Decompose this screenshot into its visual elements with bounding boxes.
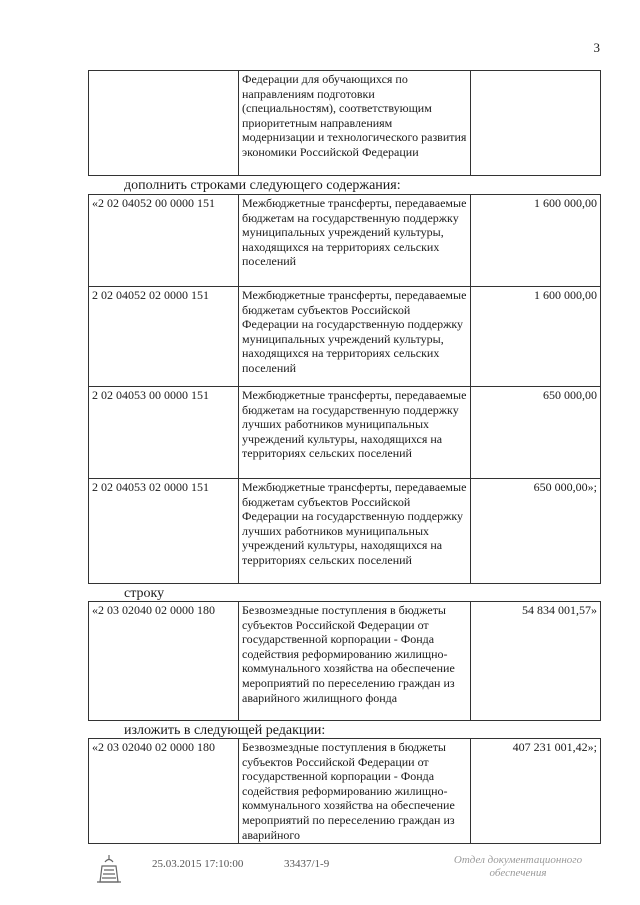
amount-cell: 650 000,00 — [471, 387, 601, 479]
table-row — [89, 602, 601, 721]
stamp-line-2: обеспечения — [489, 867, 547, 879]
table-row — [89, 287, 601, 387]
table-row — [89, 71, 601, 176]
code-cell: 2 02 04053 00 0000 151 — [89, 387, 239, 479]
instruction-row: строку — [124, 586, 165, 601]
stamp-line-1: Отдел документационного — [453, 854, 583, 866]
top-table-block — [88, 70, 600, 176]
page-number: 3 — [593, 40, 600, 55]
footer-timestamp: 25.03.2015 17:10:00 — [152, 858, 244, 870]
amount-cell: 54 834 001,57» — [471, 602, 601, 721]
old-row-table — [88, 601, 601, 721]
amount-cell — [471, 71, 601, 176]
description-cell: Федерации для обучающихся по направлениям подготовки (специальностям), соответствующим приоритетным направлениям модернизации и технологического развития экономики Российской Федерации — [239, 71, 471, 176]
description-cell: Безвозмездные поступления в бюджеты субъектов Российской Федерации от государственной корпорации - Фонда содействия реформированию жилищно-коммунального хозяйства на обеспечение мероприятий по переселению граждан из аварийного жилищного фонда — [239, 602, 471, 721]
department-stamp — [448, 854, 588, 880]
table-row — [89, 739, 601, 844]
amount-cell: 1 600 000,00 — [471, 287, 601, 387]
table-row — [89, 195, 601, 287]
new-row-table — [88, 738, 601, 844]
description-cell: Межбюджетные трансферты, передаваемые бюджетам на государственную поддержку муниципальных учреждений культуры, находящихся на территориях сельских поселений — [239, 195, 471, 287]
table-row — [89, 479, 601, 584]
instruction-replace: изложить в следующей редакции: — [124, 723, 326, 738]
amount-cell: 407 231 001,42»; — [471, 739, 601, 844]
code-cell — [89, 71, 239, 176]
emblem-icon — [92, 852, 126, 886]
table-row — [89, 387, 601, 479]
continued-table — [88, 70, 601, 176]
code-cell: «2 02 04052 00 0000 151 — [89, 195, 239, 287]
amount-cell: 650 000,00»; — [471, 479, 601, 584]
instruction-add-rows: дополнить строками следующего содержания: — [124, 178, 401, 193]
code-cell: «2 03 02040 02 0000 180 — [89, 602, 239, 721]
code-cell: «2 03 02040 02 0000 180 — [89, 739, 239, 844]
added-rows-table — [88, 194, 601, 584]
new-row-block — [88, 738, 600, 844]
description-cell: Межбюджетные трансферты, передаваемые бюджетам субъектов Российской Федерации на государственную поддержку лучших работников муниципальных учреждений культуры, находящихся на территориях сельских поселений — [239, 479, 471, 584]
footer-doc-id: 33437/1-9 — [284, 858, 330, 870]
description-cell: Межбюджетные трансферты, передаваемые бюджетам на государственную поддержку лучших работников муниципальных учреждений культуры, находящихся на территориях сельских поселений — [239, 387, 471, 479]
code-cell: 2 02 04053 02 0000 151 — [89, 479, 239, 584]
description-cell: Безвозмездные поступления в бюджеты субъектов Российской Федерации от государственной корпорации - Фонда содействия реформированию жилищно-коммунального хозяйства на обеспечение мероприятий по переселению граждан из аварийного — [239, 739, 471, 844]
code-cell: 2 02 04052 02 0000 151 — [89, 287, 239, 387]
description-cell: Межбюджетные трансферты, передаваемые бюджетам субъектов Российской Федерации на государственную поддержку муниципальных учреждений культуры, находящихся на территориях сельских поселений — [239, 287, 471, 387]
old-row-block — [88, 601, 600, 721]
amount-cell: 1 600 000,00 — [471, 195, 601, 287]
added-rows-block — [88, 194, 600, 584]
